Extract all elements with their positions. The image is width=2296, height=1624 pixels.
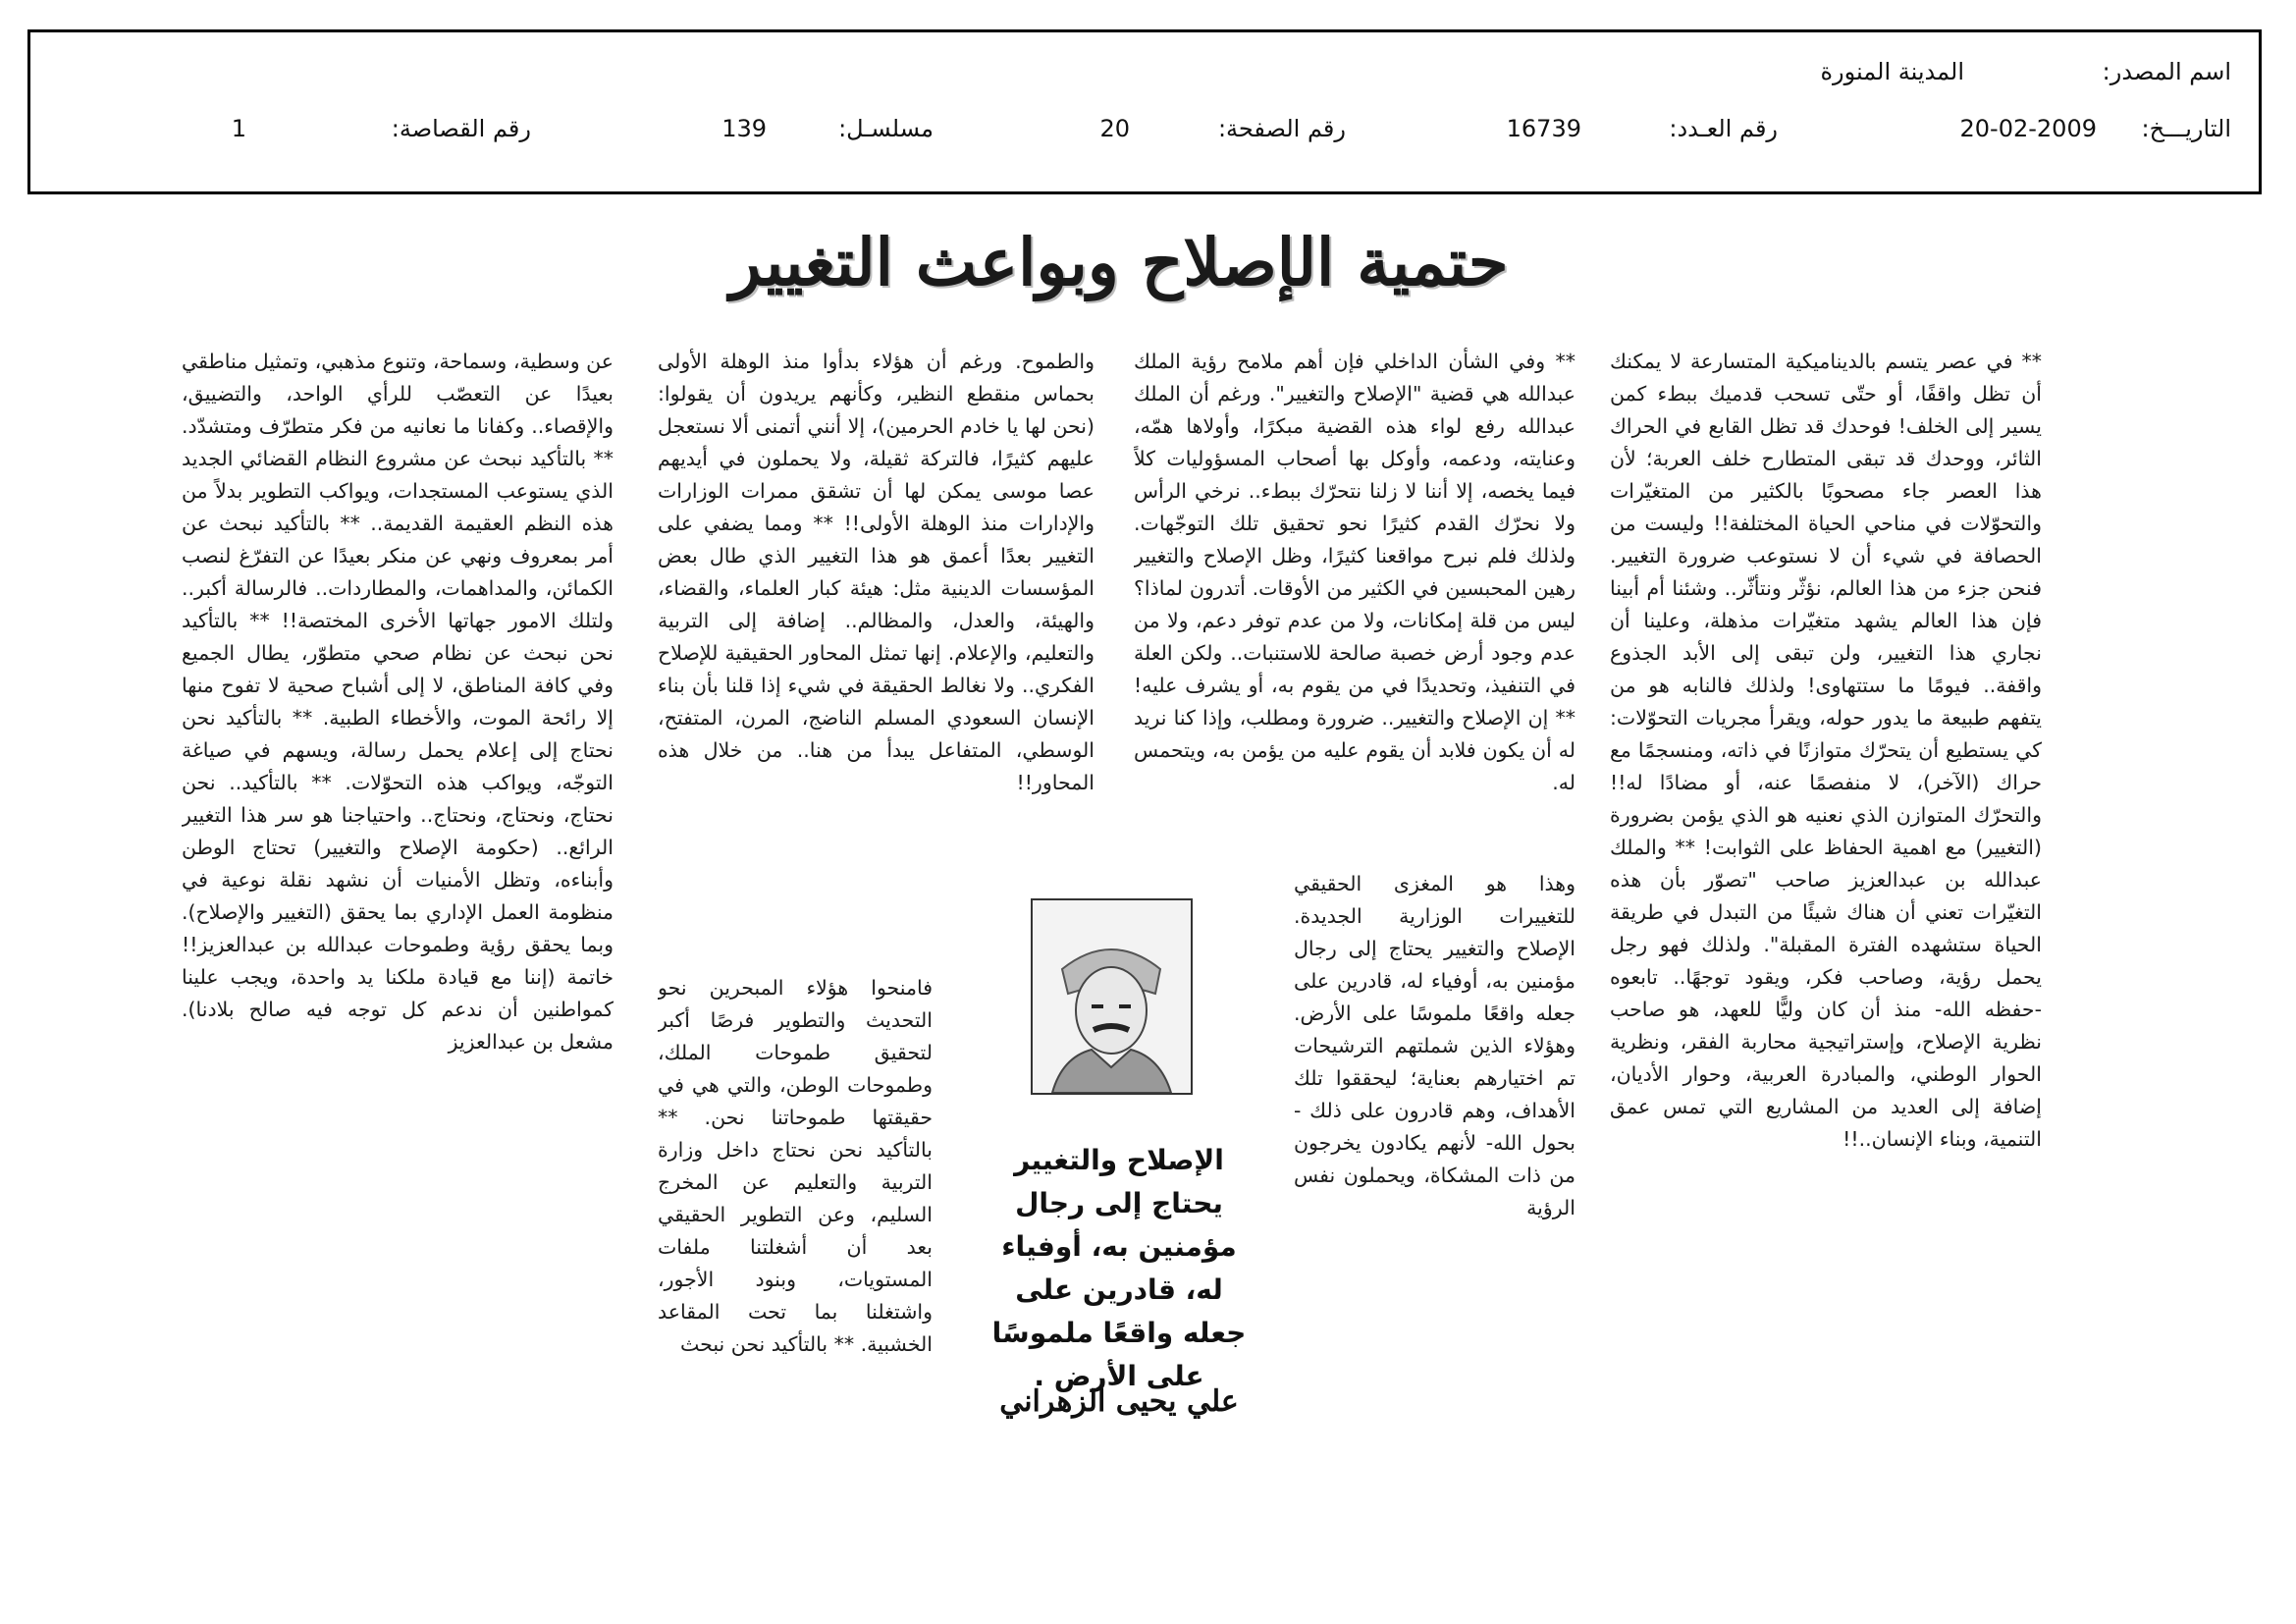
serial-label: مسلسـل:	[838, 115, 934, 142]
article-column-4	[182, 346, 614, 1455]
column-2-text: ** وفي الشأن الداخلي فإن أهم ملامح رؤية الملك عبدالله هي قضية "الإصلاح والتغيير". ورغم أن الملك عبدالله رفع لواء هذه القضية مبكرًا، وأولاها همّه، وعنايته، ودعمه، وأوكل بها أصحاب المسؤوليات كلاً فيما يخصه، إلا أننا لا زلنا نتحرّك ببطء.. نرخي الرأس ولا نحرّك القدم كثيرًا نحو تحقيق تلك التوجّهات. ولذلك فلم نبرح مواقعنا كثيرًا، وظل الإصلاح والتغيير رهين المحبسين في الكثير من الأوقات. أتدرون لماذا؟ ليس من قلة إمكانات، ولا من عدم توفر دعم، ولا من عدم وجود أرض خصبة صالحة للاستنبات.. ولكن العلة في التنفيذ، وتحديدًا في من يقوم به، أو يشرف عليه! ** إن الإصلاح والتغيير.. ضرورة ومطلب، وإذا كنا نريد له أن يكون فلابد أن يقوم عليه من يؤمن به، ويتحمس له.	[1134, 350, 1575, 794]
article-column-2	[1134, 346, 1575, 856]
author-portrait	[1031, 898, 1193, 1095]
column-1-text: ** في عصر يتسم بالديناميكية المتسارعة لا يمكنك أن تظل واقفًا، أو حتّى تسحب قدميك ببطء كمن يسير إلى الخلف! فوحدك قد تظل القابع في الحراك الثائر، ووحدك قد تبقى المتطارح خلف العربة؛ لأن هذا العصر جاء مصحوبًا بالكثير من المتغيّرات والتحوّلات في مناحي الحياة المختلفة!! وليست من الحصافة في شيء أن لا نستوعب ضرورة التغيير. فنحن جزء من هذا العالم، نؤثّر ونتأثّر.. وشئنا أم أبينا فإن هذا العالم يشهد متغيّرات مذهلة، وعلينا أن نجاري هذا التغيير، ولن تبقى إلى الأبد الجذوع واقفة.. فيومًا ما ستتهاوى! ولذلك فالنابه هو من يتفهم طبيعة ما يدور حوله، ويقرأ مجريات التحوّلات: كي يستطيع أن يتحرّك متوازنًا في ذاته، ومنسجمًا مع حراك (الآخر)، لا منفصمًا عنه، أو مضادًا له!! والتحرّك المتوازن الذي نعنيه هو الذي يؤمن بضرورة (التغيير) مع اهمية الحفاظ على الثوابت! ** والملك عبدالله بن عبدالعزيز صاحب "تصوّر بأن هذه التغيّرات تعني أن هناك شيئًا من التبدل في طريقة الحياة ستشهده الفترة المقبلة". ولذلك فهو رجل يحمل رؤية، وصاحب فكر، ويقود توجهًا.. تابعوه -حفظه الله- منذ أن كان وليًّا للعهد، هو صاحب نظرية الإصلاح، وإستراتيجية محاربة الفقر، ونظرية الحوار الوطني، والمبادرة العربية، وحوار الأديان، إضافة إلى العديد من المشاريع التي تمس عمق التنمية، وبناء الإنسان..!!	[1610, 350, 2042, 1151]
source-value: المدينة المنورة	[1820, 58, 1964, 85]
pull-quote: الإصلاح والتغيير يحتاج إلى رجال مؤمنين به، أوفياء له، قادرين على جعله واقعًا ملموسًا على الأرض .	[991, 1144, 1247, 1392]
issue-value: 16739	[1506, 115, 1581, 142]
article-headline: حتمية الإصلاح وبواعث التغيير	[729, 224, 1509, 300]
issue-label: رقم العـدد:	[1669, 115, 1778, 142]
clip-number-value: 1	[231, 115, 246, 142]
page-value: 20	[1099, 115, 1130, 142]
clip-number-label: رقم القصاصة:	[391, 115, 531, 142]
article-column-2-lower	[1294, 868, 1575, 1455]
author-name: علي يحيى الزهراني	[999, 1384, 1239, 1419]
article-column-3	[658, 346, 1095, 856]
column-4-text: عن وسطية، وسماحة، وتنوع مذهبي، وتمثيل مناطقي بعيدًا عن التعصّب للرأي الواحد، والتضييق، والإقصاء.. وكفانا ما نعانيه من فكر متطرّف ومتشدّد. ** بالتأكيد نبحث عن مشروع النظام القضائي الجديد الذي يستوعب المستجدات، ويواكب التطوير بدلاً من هذه النظم العقيمة القديمة.. ** بالتأكيد نبحث عن أمر بمعروف ونهي عن منكر بعيدًا عن التفرّغ لنصب الكمائن، والمداهمات، والمطاردات.. فالرسالة أكبر.. ولتلك الامور جهاتها الأخرى المختصة!! ** بالتأكيد نحن نبحث عن نظام صحي متطوّر، يطال الجميع وفي كافة المناطق، لا إلى أشباح صحية لا تفوح منها إلا رائحة الموت، والأخطاء الطبية. ** بالتأكيد نحن نحتاج إلى إعلام يحمل رسالة، ويسهم في صياغة التوجّه، ويواكب هذه التحوّلات. ** بالتأكيد.. نحن نحتاج، ونحتاج، ونحتاج.. واحتياجنا هو سر هذا التغيير الرائع.. (حكومة الإصلاح والتغيير) تحتاج الوطن وأبناءه، وتظل الأمنيات أن نشهد نقلة نوعية في منظومة العمل الإداري بما يحقق (التغيير والإصلاح). وبما يحقق رؤية وطموحات عبدالله بن عبدالعزيز!! خاتمة (إننا مع قيادة ملكنا يد واحدة، ويجب علينا كمواطنين أن ندعم كل توجه فيه صالح بلادنا). مشعل بن عبدالعزيز	[182, 350, 614, 1054]
metadata-row-source	[30, 58, 2259, 93]
column-3-lower-text: فامنحوا هؤلاء المبحرين نحو التحديث والتطوير فرصًا أكبر لتحقيق طموحات الملك، وطموحات الوطن، والتي هي في حقيقتها طموحاتنا نحن. ** بالتأكيد نحن نحتاج داخل وزارة التربية والتعليم عن المخرج السليم، وعن التطوير الحقيقي بعد أن أشغلتنا ملفات المستويات، وبنود الأجور، واشتغلنا بما تحت المقاعد الخشبية. ** بالتأكيد نحن نبحث	[658, 976, 933, 1356]
metadata-row-details	[30, 115, 2259, 150]
serial-value: 139	[721, 115, 767, 142]
clipping-metadata-box	[27, 29, 2262, 194]
article-column-3-lower	[658, 972, 933, 1455]
column-2-lower-text: وهذا هو المغزى الحقيقي للتغييرات الوزارية الجديدة. الإصلاح والتغيير يحتاج إلى رجال مؤمنين به، أوفياء له، قادرين على جعله واقعًا ملموسًا على الأرض. وهؤلاء الذين شملتهم الترشيحات تم اختيارهم بعناية؛ ليحققوا تلك الأهداف، وهم قادرون على ذلك - بحول الله- لأنهم يكادون يخرجون من ذات المشكاة، ويحملون نفس الرؤية	[1294, 872, 1575, 1219]
date-value: 20-02-2009	[1959, 115, 2097, 142]
date-label: التاريـــخ:	[2141, 115, 2231, 142]
author-portrait-sketch	[1033, 900, 1191, 1093]
article-column-1	[1610, 346, 2042, 1455]
column-3-text: والطموح. ورغم أن هؤلاء بدأوا منذ الوهلة الأولى بحماس منقطع النظير، وكأنهم يريدون أن يقولوا: (نحن لها يا خادم الحرمين)، إلا أنني أتمنى ألا نستعجل عليهم كثيرًا، فالتركة ثقيلة، ولا يحملون في أيديهم عصا موسى يمكن لها أن تشقق ممرات الوزارات والإدارات منذ الوهلة الأولى!! ** ومما يضفي على التغيير بعدًا أعمق هو هذا التغيير الذي طال بعض المؤسسات الدينية مثل: هيئة كبار العلماء، والقضاء، والهيئة، والعدل، والمظالم.. إضافة إلى التربية والتعليم، والإعلام. إنها تمثل المحاور الحقيقية للإصلاح الفكري.. ولا نغالط الحقيقة في شيء إذا قلنا بأن بناء الإنسان السعودي المسلم الناضج، المرن، المتفتح، الوسطي، المتفاعل يبدأ من هنا.. من خلال هذه المحاور!!	[658, 350, 1095, 794]
source-label: اسم المصدر:	[2102, 58, 2231, 85]
page-label: رقم الصفحة:	[1217, 115, 1346, 142]
